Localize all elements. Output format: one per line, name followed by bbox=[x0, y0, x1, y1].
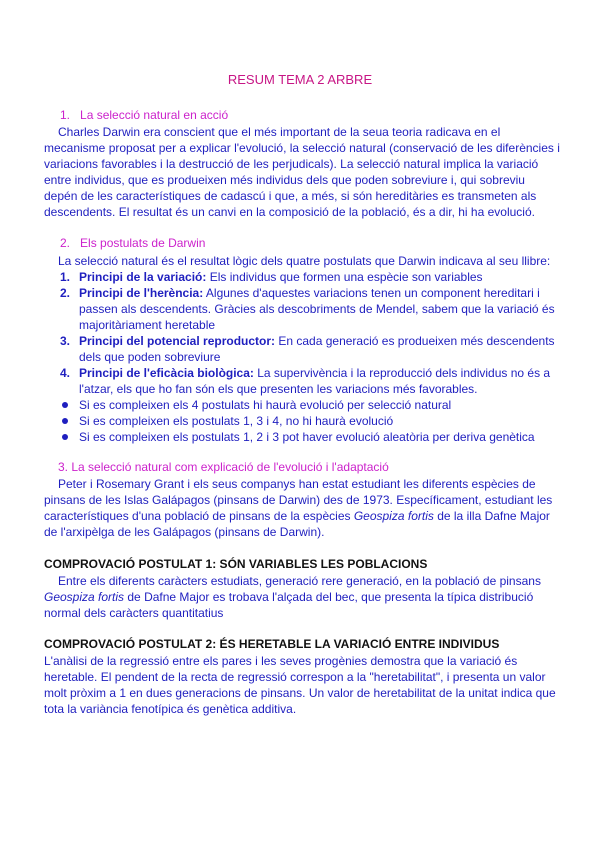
postulate-text: En cada generació es produeixen més descendents dels que poden sobreviure bbox=[79, 334, 555, 364]
conclusion-item bbox=[60, 429, 560, 445]
section2-heading bbox=[60, 236, 205, 250]
postulate-item bbox=[60, 285, 560, 333]
postulate-term: Principi del potencial reproductor: bbox=[79, 334, 276, 348]
postulate2-paragraph: L'anàlisi de la regressió entre els pares i les seves progènies demostra que la variació és heretable. El pendent de la recta de regressió correspon a la "heretabilitat", i presenta un valor molt pròxim a 1 en dues generacions de pinsans. Un valor de heretabilitat de la unitat indica que tota la variància fenotípica és genètica additiva. bbox=[44, 654, 556, 716]
postulate-item bbox=[60, 365, 560, 397]
document-title: RESUM TEMA 2 ARBRE bbox=[227, 72, 373, 87]
postulate-text: Els individus que formen una espècie son variables bbox=[206, 270, 483, 284]
section1-title: La selecció natural en acció bbox=[80, 108, 229, 122]
conclusion-text: Si es compleixen els 4 postulats hi haurà evolució per selecció natural bbox=[79, 398, 452, 412]
conclusions-list bbox=[60, 397, 560, 445]
section2-number: 2. bbox=[60, 236, 71, 250]
postulate-term: Principi de la variació: bbox=[79, 270, 207, 284]
section1-paragraph: Charles Darwin era conscient que el més important de la seua teoria radicava en el mecanisme proposat per a explicar l'evolució, la selecció natural (conservació de les diferències i variacions favorables i la destrucció de les perjudicals). La selecció natural implica la variació entre individus, que es produeixen més individus dels que poden sobreviure i, qui sobreviu depén de les característiques de cadascú i que, a més, si són hereditàries es transmeten als descendents. El resultat és un canvi en la composició de la població, és a dir, hi ha evolució. bbox=[44, 125, 560, 219]
species-name: Geospiza fortis bbox=[44, 590, 125, 604]
postulate-item bbox=[60, 269, 560, 285]
bullet-icon bbox=[62, 434, 68, 440]
postulate-text: Algunes d'aquestes variacions tenen un component hereditari i passen als descendents. Gràcies als descobriments de Mendel, sabem que la variació és majoritàriament heretable bbox=[79, 286, 555, 332]
species-name: Geospiza fortis bbox=[353, 509, 434, 523]
section2-intro: La selecció natural és el resultat lògic dels quatre postulats que Darwin indicava al seu llibre: bbox=[58, 254, 551, 268]
section3-text-a: Peter i Rosemary Grant i els seus companys han estat estudiant les diferents espècies de pinsans de les Islas Galápagos (pinsans de Darwin) des de 1973. Específicament, estudiant les característiques d'una població de pinsans de la espècies bbox=[44, 477, 553, 523]
postulate-term: Principi de l'eficàcia biològica: bbox=[79, 366, 254, 380]
section1-number: 1. bbox=[60, 108, 71, 122]
bullet-icon bbox=[62, 418, 68, 424]
section3-text-b: de la illa Dafne Major de l'arxipèlga de les Galápagos (pinsans de Darwin). bbox=[44, 509, 550, 539]
postulate-number: 4. bbox=[60, 366, 71, 380]
postulate-number: 3. bbox=[60, 334, 71, 348]
conclusion-text: Si es compleixen els postulats 1, 2 i 3 pot haver evolució aleatòria per deriva genètica bbox=[79, 430, 535, 444]
postulate-text: La supervivència i la reproducció dels individus no és a l'atzar, els que ho fan són els que presenten les variacions més favorables. bbox=[79, 366, 551, 396]
section3-paragraph bbox=[44, 476, 560, 540]
postulates-list bbox=[60, 269, 560, 397]
postulate-number: 2. bbox=[60, 286, 71, 300]
section2-title: Els postulats de Darwin bbox=[80, 236, 206, 250]
conclusion-text: Si es compleixen els postulats 1, 3 i 4, no hi haurà evolució bbox=[79, 414, 394, 428]
section1-heading bbox=[60, 108, 228, 122]
postulate2-heading: COMPROVACIÓ POSTULAT 2: ÉS HERETABLE LA VARIACIÓ ENTRE INDIVIDUS bbox=[44, 637, 500, 651]
bullet-icon bbox=[62, 402, 68, 408]
conclusion-item bbox=[60, 397, 560, 413]
postulate-item bbox=[60, 333, 560, 365]
section3-heading: 3. La selecció natural com explicació de l'evolució i l'adaptació bbox=[58, 460, 389, 474]
postulate1-text-a: Entre els diferents caràcters estudiats, generació rere generació, en la població de pinsans bbox=[58, 574, 541, 588]
postulate1-heading: COMPROVACIÓ POSTULAT 1: SÓN VARIABLES LES POBLACIONS bbox=[44, 557, 428, 571]
postulate-term: Principi de l'herència: bbox=[79, 286, 204, 300]
postulate1-paragraph bbox=[44, 573, 560, 621]
postulate1-text-b: de Dafne Major es trobava l'alçada del bec, que presenta la típica distribució normal dels caràcters quantitatius bbox=[44, 590, 534, 620]
postulate-number: 1. bbox=[60, 270, 71, 284]
conclusion-item bbox=[60, 413, 560, 429]
